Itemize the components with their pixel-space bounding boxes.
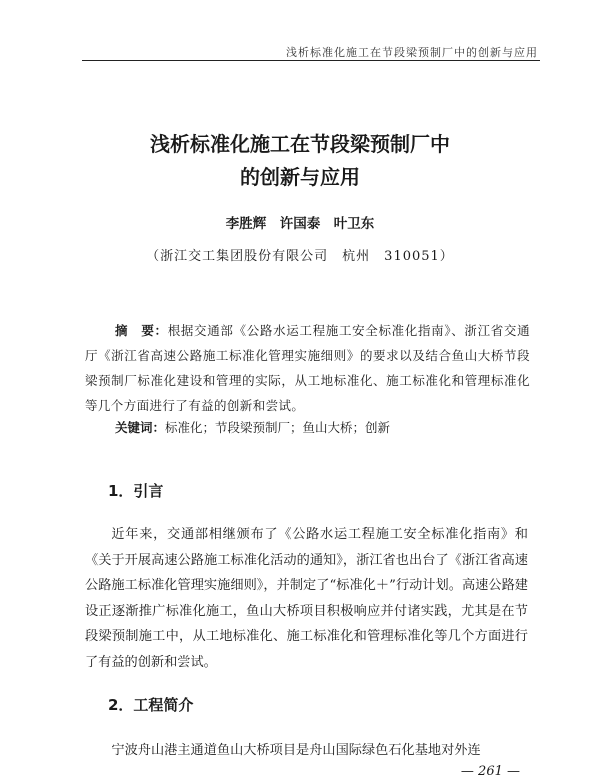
section-1-paragraph: 近年来，交通部相继颁布了《公路水运工程施工安全标准化指南》和《关于开展高速公路施工标准化活动的通知》，浙江省也出台了《浙江省高速公路施工标准化管理实施细则》，并制定了“标准化＋”行动计划。高速公路建设正逐渐推广标准化施工，鱼山大桥项目积极响应并付诸实践，尤其是在节段梁预制施工中，从工地标准化、施工标准化和管理标准化等几个方面进行了有益的创新和尝试。 (85, 527, 528, 670)
abstract-text: 根据交通部《公路水运工程施工安全标准化指南》、浙江省交通厅《浙江省高速公路施工标准化管理实施细则》的要求以及结合鱼山大桥节段梁预制厂标准化建设和管理的实际，从工地标准化、施工标准化和管理标准化等几个方面进行了有益的创新和尝试。 (85, 323, 531, 413)
keywords-text: 标准化；节段梁预制厂；鱼山大桥；创新 (165, 420, 391, 435)
section-1-heading: 1．引言 (108, 482, 164, 500)
page-number: — 261 — (460, 764, 520, 779)
section-2-heading: 2．工程简介 (108, 696, 194, 714)
affiliation: （浙江交工集团股份有限公司 杭州 310051） (146, 249, 454, 264)
keywords (85, 416, 530, 440)
paper-title (0, 128, 600, 194)
authors: 李胜辉 许国泰 叶卫东 (225, 216, 375, 232)
abstract (85, 318, 530, 418)
header-rule (82, 60, 540, 61)
title-line-2: 的创新与应用 (240, 165, 360, 189)
abstract-label: 摘 要： (115, 323, 168, 338)
title-line-1: 浅析标准化施工在节段梁预制厂中 (150, 132, 450, 156)
running-head: 浅析标准化施工在节段梁预制厂中的创新与应用 (286, 46, 538, 59)
keywords-label: 关键词： (115, 420, 166, 435)
section-2-paragraph: 宁波舟山港主通道鱼山大桥项目是舟山国际绿色石化基地对外连 (111, 743, 481, 758)
